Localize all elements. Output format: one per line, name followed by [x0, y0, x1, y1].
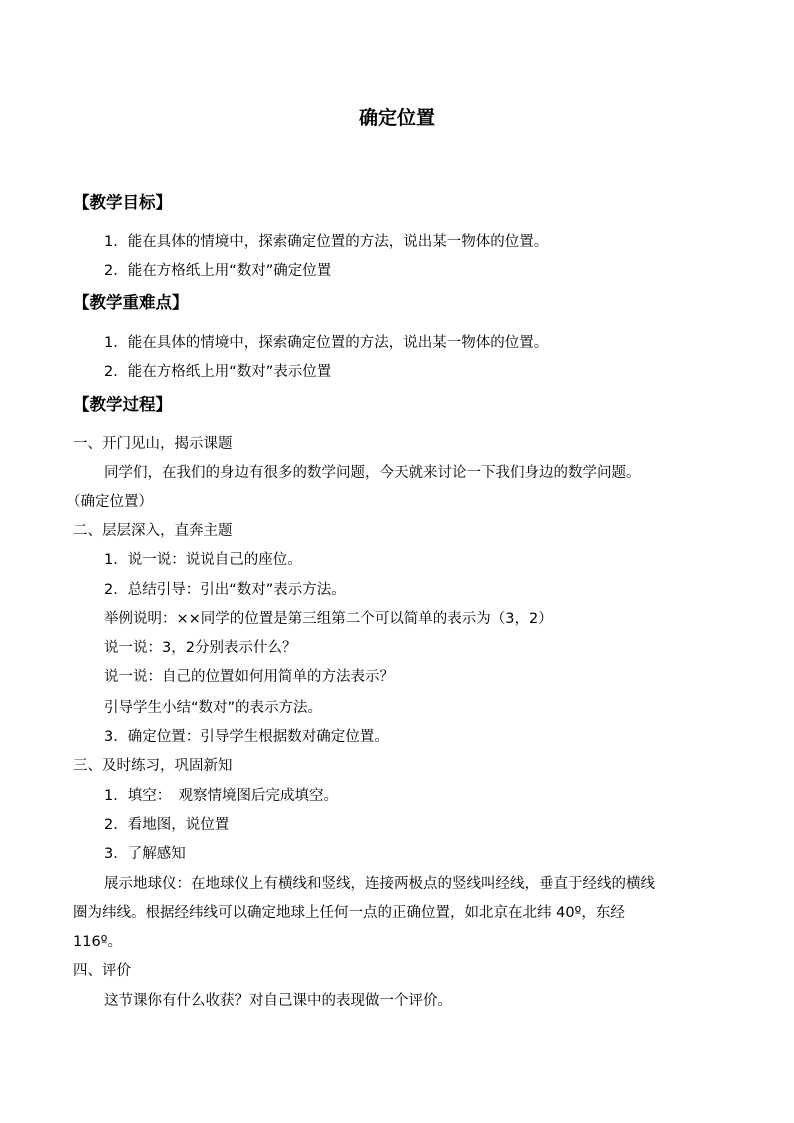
part3-paragraph-line2: 圈为纬线。根据经纬线可以确定地球上任何一点的正确位置，如北京在北纬 40º，东经	[73, 905, 625, 921]
part3-line-2: 2．看地图，说位置	[104, 817, 230, 833]
part2-line-2: 2．总结引导：引出“数对”表示方法。	[104, 582, 346, 598]
goals-item-1: 1．能在具体的情境中，探索确定位置的方法，说出某一物体的位置。	[104, 234, 549, 250]
part1-paragraph-line1: 同学们，在我们的身边有很多的数学问题，今天就来讨论一下我们身边的数学问题。	[104, 465, 641, 481]
part2-line-5: 说一说：自己的位置如何用简单的方法表示？	[104, 669, 394, 685]
part1-title: 一、开门见山，揭示课题	[73, 436, 233, 452]
key-points-item-1: 1．能在具体的情境中，探索确定位置的方法，说出某一物体的位置。	[104, 335, 549, 351]
part2-line-4: 说一说：3，2分别表示什么？	[104, 640, 297, 656]
part2-title: 二、层层深入，直奔主题	[73, 523, 233, 539]
part2-line-7: 3．确定位置：引导学生根据数对确定位置。	[104, 729, 389, 745]
part3-paragraph-line3: 116º。	[73, 934, 123, 950]
part3-line-3: 3．了解感知	[104, 846, 186, 862]
part4-title: 四、评价	[73, 963, 131, 979]
section-heading-key-points: 【教学重难点】	[73, 293, 189, 312]
part3-line-1: 1．填空： 观察情境图后完成填空。	[104, 788, 338, 804]
section-heading-goals: 【教学目标】	[73, 193, 172, 212]
part2-line-1: 1．说一说：说说自己的座位。	[104, 552, 302, 568]
part3-title: 三、及时练习，巩固新知	[73, 758, 233, 774]
page-title: 确定位置	[358, 107, 435, 129]
key-points-item-2: 2．能在方格纸上用“数对”表示位置	[104, 364, 332, 380]
part4-paragraph-line1: 这节课你有什么收获？对自己课中的表现做一个评价。	[104, 993, 452, 1009]
part1-paragraph-line2: （确定位置）	[66, 494, 153, 510]
part2-line-3: 举例说明：××同学的位置是第三组第二个可以简单的表示为（3，2）	[104, 611, 553, 627]
part2-line-6: 引导学生小结“数对”的表示方法。	[104, 700, 323, 716]
part3-paragraph-line1: 展示地球仪：在地球仪上有横线和竖线，连接两极点的竖线叫经线，垂直于经线的横线	[104, 876, 655, 892]
goals-item-2: 2．能在方格纸上用“数对”确定位置	[104, 263, 332, 279]
section-heading-process: 【教学过程】	[73, 395, 172, 414]
